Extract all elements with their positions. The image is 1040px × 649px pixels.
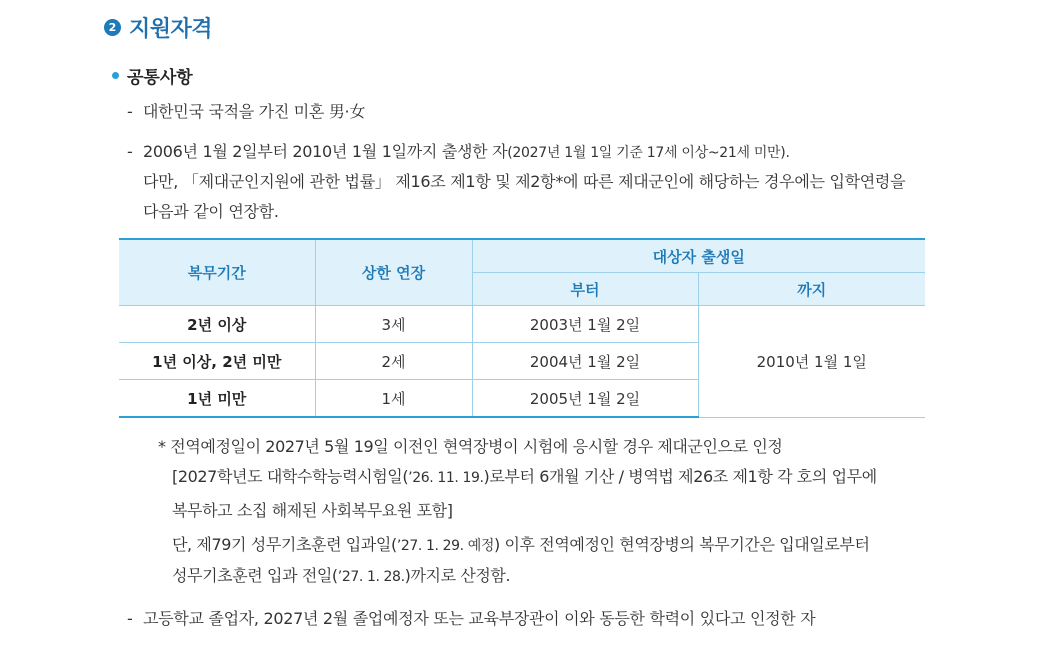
dash-marker: - (127, 609, 133, 628)
bullet-dot-icon (112, 72, 119, 79)
dash-marker: - (127, 102, 133, 121)
note-line-2: [2027학년도 대학수학능력시험일(’26. 11. 19.)로부터 6개월 기산 / 병역법 제26조 제1항 각 호의 업무에 (172, 467, 877, 486)
cell-to: 2010년 1월 1일 (698, 306, 925, 418)
header-extension-limit: 상한 연장 (315, 239, 472, 306)
cell-period: 1년 미만 (119, 380, 315, 418)
service-extension-table (119, 238, 925, 418)
sub-heading (112, 63, 193, 88)
header-service-period: 복무기간 (119, 239, 315, 306)
sub-heading-text: 공통사항 (127, 68, 193, 88)
item-birth-range: - 2006년 1월 2일부터 2010년 1월 1일까지 출생한 자(2027년 1월 1일 기준 17세 이상~21세 미만). (127, 142, 790, 161)
cell-extension: 1세 (315, 380, 472, 418)
cell-extension: 2세 (315, 343, 472, 380)
section-title-text: 지원자격 (129, 17, 213, 42)
item-birth-range-line2: 다만, 「제대군인지원에 관한 법률」 제16조 제1항 및 제2항*에 따른 제대군인에 해당하는 경우에는 입학연령을 (143, 172, 906, 191)
dash-marker: - (127, 142, 133, 161)
cell-period: 1년 이상, 2년 미만 (119, 343, 315, 380)
note-line-5: 성무기초훈련 입과 전일(’27. 1. 28.)까지로 산정함. (172, 566, 511, 585)
header-to: 까지 (698, 273, 925, 306)
cell-period: 2년 이상 (119, 306, 315, 343)
cell-extension: 3세 (315, 306, 472, 343)
item-nationality: - 대한민국 국적을 가진 미혼 男·女 (127, 102, 366, 121)
cell-from: 2005년 1월 2일 (472, 380, 698, 418)
item-birth-range-line3: 다음과 같이 연장함. (143, 202, 279, 221)
header-birth-date: 대상자 출생일 (472, 239, 925, 273)
cell-from: 2003년 1월 2일 (472, 306, 698, 343)
table-row (119, 306, 925, 343)
cell-from: 2004년 1월 2일 (472, 343, 698, 380)
note-line-1: * 전역예정일이 2027년 5월 19일 이전인 현역장병이 시험에 응시할 경우 제대군인으로 인정 (158, 437, 783, 456)
section-title (104, 12, 212, 43)
note-line-4: 단, 제79기 성무기초훈련 입과일(’27. 1. 29. 예정) 이후 전역예정인 현역장병의 복무기간은 입대일로부터 (172, 535, 870, 554)
header-from: 부터 (472, 273, 698, 306)
note-line-3: 복무하고 소집 해제된 사회복무요원 포함] (172, 501, 453, 520)
item-education: - 고등학교 졸업자, 2027년 2월 졸업예정자 또는 교육부장관이 이와 동등한 학력이 있다고 인정한 자 (127, 609, 816, 628)
section-number-badge: 2 (104, 19, 121, 36)
